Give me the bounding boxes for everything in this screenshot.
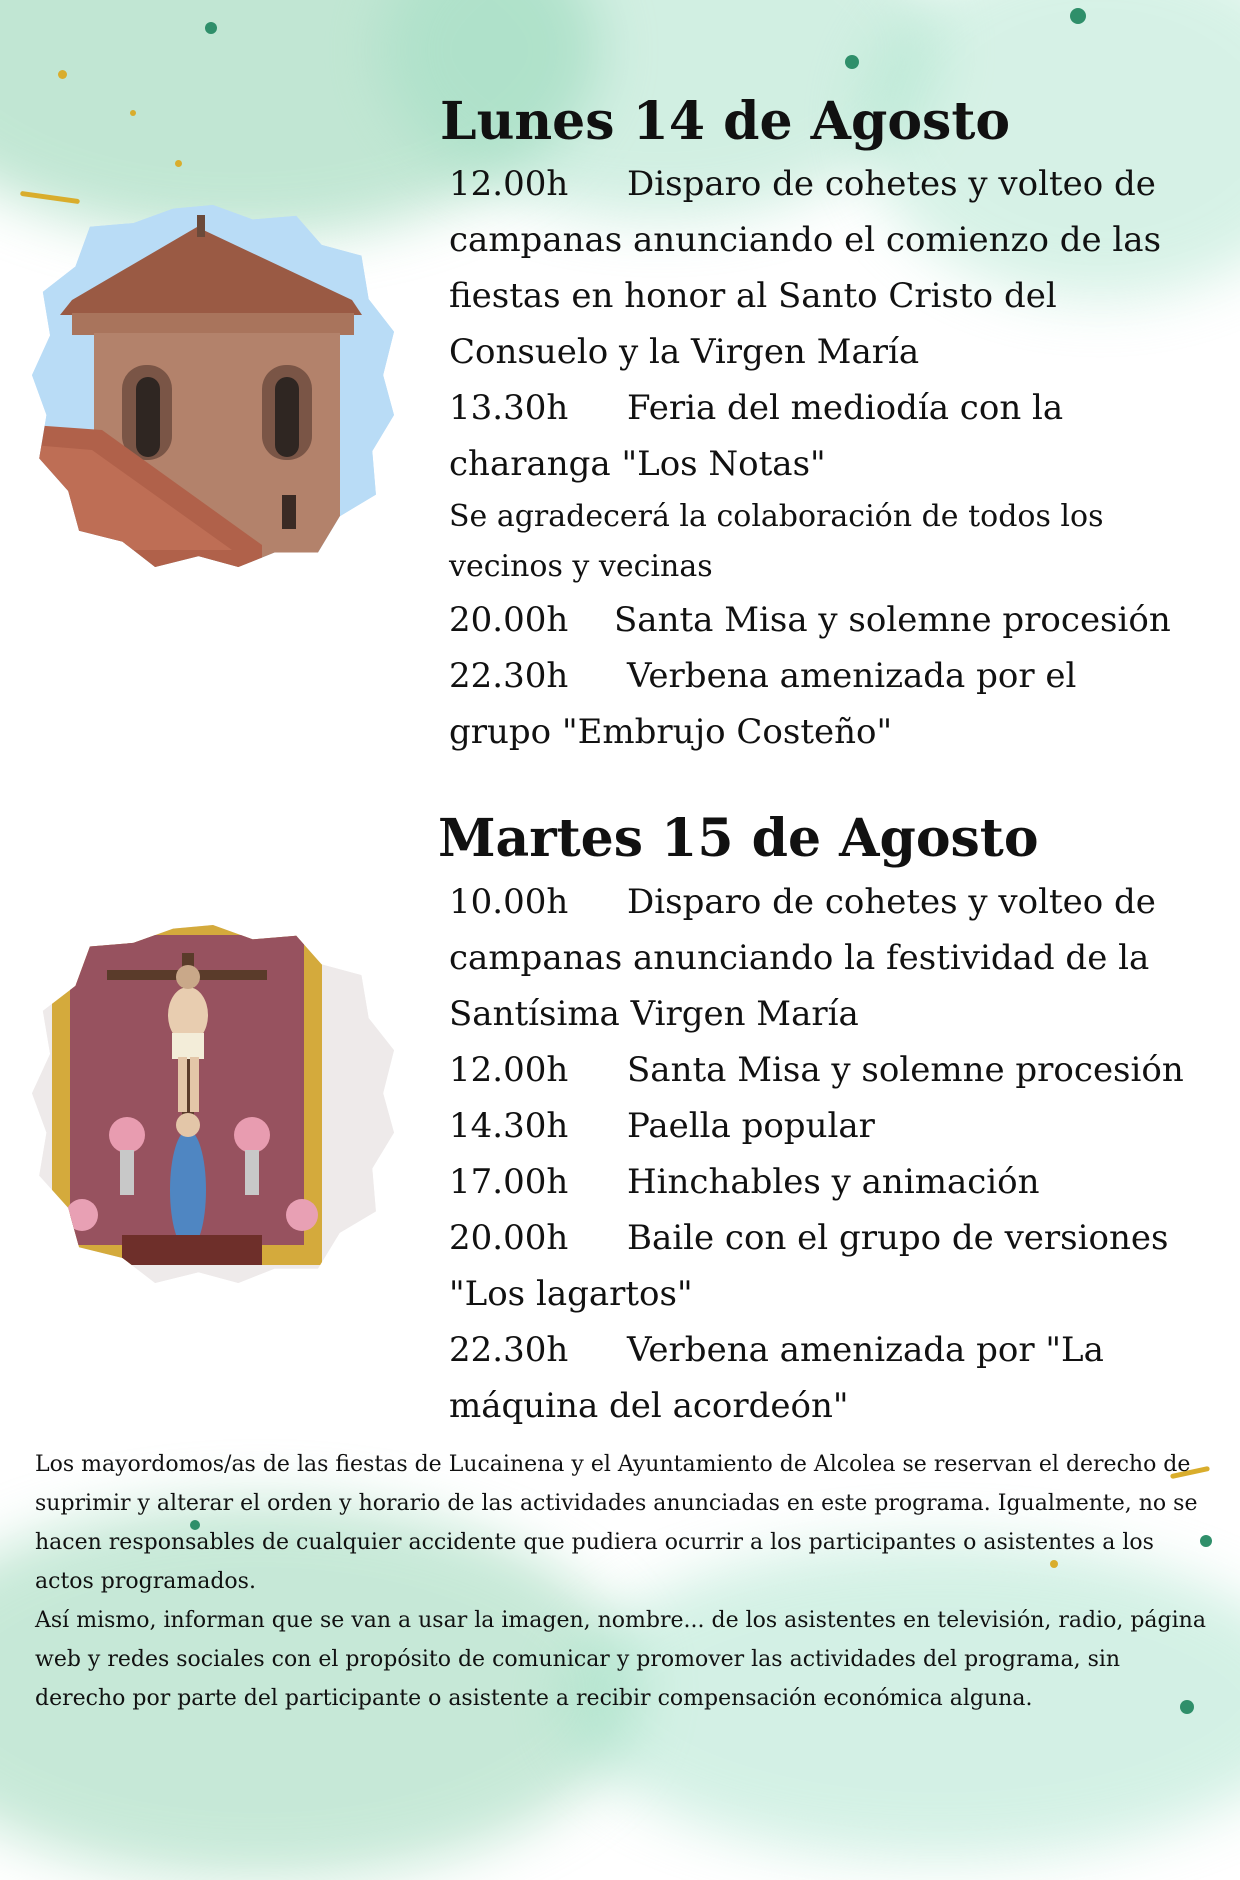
schedule-tuesday	[449, 874, 1189, 1434]
schedule-line	[449, 380, 1189, 436]
event-text: grupo "Embrujo Costeño"	[449, 712, 893, 752]
green-speck	[205, 22, 217, 34]
schedule-line	[449, 212, 1189, 268]
disclaimer	[35, 1445, 1210, 1718]
schedule-note	[449, 542, 1189, 592]
schedule-line	[449, 436, 1189, 492]
schedule-line	[449, 1322, 1189, 1378]
schedule-line	[449, 156, 1189, 212]
schedule-line	[449, 1098, 1189, 1154]
schedule-line	[449, 592, 1189, 648]
event-text: Santísima Virgen María	[449, 994, 859, 1034]
day-heading-monday: Lunes 14 de Agosto	[440, 91, 1011, 152]
gold-speck	[175, 160, 182, 167]
event-text: Paella popular	[627, 1106, 875, 1146]
green-speck	[1070, 8, 1086, 24]
event-text: Se agradecerá la colaboración de todos los	[449, 499, 1104, 534]
event-text: Verbena amenizada por "La	[627, 1330, 1104, 1370]
schedule-note	[449, 492, 1189, 542]
event-text: campanas anunciando el comienzo de las	[449, 220, 1162, 260]
event-text: Disparo de cohetes y volteo de	[627, 882, 1156, 922]
event-text: "Los lagartos"	[449, 1274, 693, 1314]
disclaimer-paragraph: Los mayordomos/as de las fiestas de Lucainena y el Ayuntamiento de Alcolea se reservan el derecho de suprimir y alterar el orden y horario de las actividades anunciadas en este programa. Igualmente, no se hacen responsables de cualquier accidente que pudiera ocurrir a los participantes o asistentes a los actos programados.	[35, 1452, 1198, 1594]
green-speck	[845, 55, 859, 69]
schedule-line	[449, 704, 1189, 760]
event-time: 12.00h	[449, 164, 569, 204]
schedule-line	[449, 1154, 1189, 1210]
event-text: Verbena amenizada por el	[627, 656, 1077, 696]
day-heading-tuesday: Martes 15 de Agosto	[438, 808, 1039, 869]
event-time: 10.00h	[449, 882, 569, 922]
event-text: campanas anunciando la festividad de la	[449, 938, 1150, 978]
event-time: 12.00h	[449, 1050, 569, 1090]
schedule-line	[449, 648, 1189, 704]
event-time: 20.00h	[449, 600, 569, 640]
event-text: fiestas en honor al Santo Cristo del	[449, 276, 1057, 316]
schedule-line	[449, 268, 1189, 324]
schedule-line	[449, 986, 1189, 1042]
altar-photo	[32, 925, 394, 1283]
schedule-line	[449, 1210, 1189, 1266]
schedule-line	[449, 1266, 1189, 1322]
event-text: Hinchables y animación	[627, 1162, 1040, 1202]
event-text: Disparo de cohetes y volteo de	[627, 164, 1156, 204]
schedule-line	[449, 930, 1189, 986]
event-time: 20.00h	[449, 1218, 569, 1258]
gold-speck	[58, 70, 67, 79]
event-text: máquina del acordeón"	[449, 1386, 849, 1426]
schedule-line	[449, 1042, 1189, 1098]
event-text: Baile con el grupo de versiones	[627, 1218, 1169, 1258]
event-text: Santa Misa y solemne procesión	[614, 600, 1171, 640]
event-time: 17.00h	[449, 1162, 569, 1202]
event-time: 14.30h	[449, 1106, 569, 1146]
schedule-line	[449, 1378, 1189, 1434]
event-text: Feria del mediodía con la	[627, 388, 1064, 428]
event-text: charanga "Los Notas"	[449, 444, 826, 484]
schedule-monday	[449, 156, 1189, 760]
gold-speck	[130, 110, 136, 116]
disclaimer-paragraph: Así mismo, informan que se van a usar la imagen, nombre... de los asistentes en televisión, radio, página web y redes sociales con el propósito de comunicar y promover las actividades del programa, sin derecho por parte del participante o asistente a recibir compensación económica alguna.	[35, 1608, 1206, 1711]
event-text: vecinos y vecinas	[449, 549, 713, 584]
schedule-line	[449, 324, 1189, 380]
event-text: Santa Misa y solemne procesión	[627, 1050, 1184, 1090]
schedule-line	[449, 874, 1189, 930]
event-time: 22.30h	[449, 656, 569, 696]
church-tower-photo	[32, 205, 394, 567]
event-time: 22.30h	[449, 1330, 569, 1370]
event-text: Consuelo y la Virgen María	[449, 332, 920, 372]
event-time: 13.30h	[449, 388, 569, 428]
